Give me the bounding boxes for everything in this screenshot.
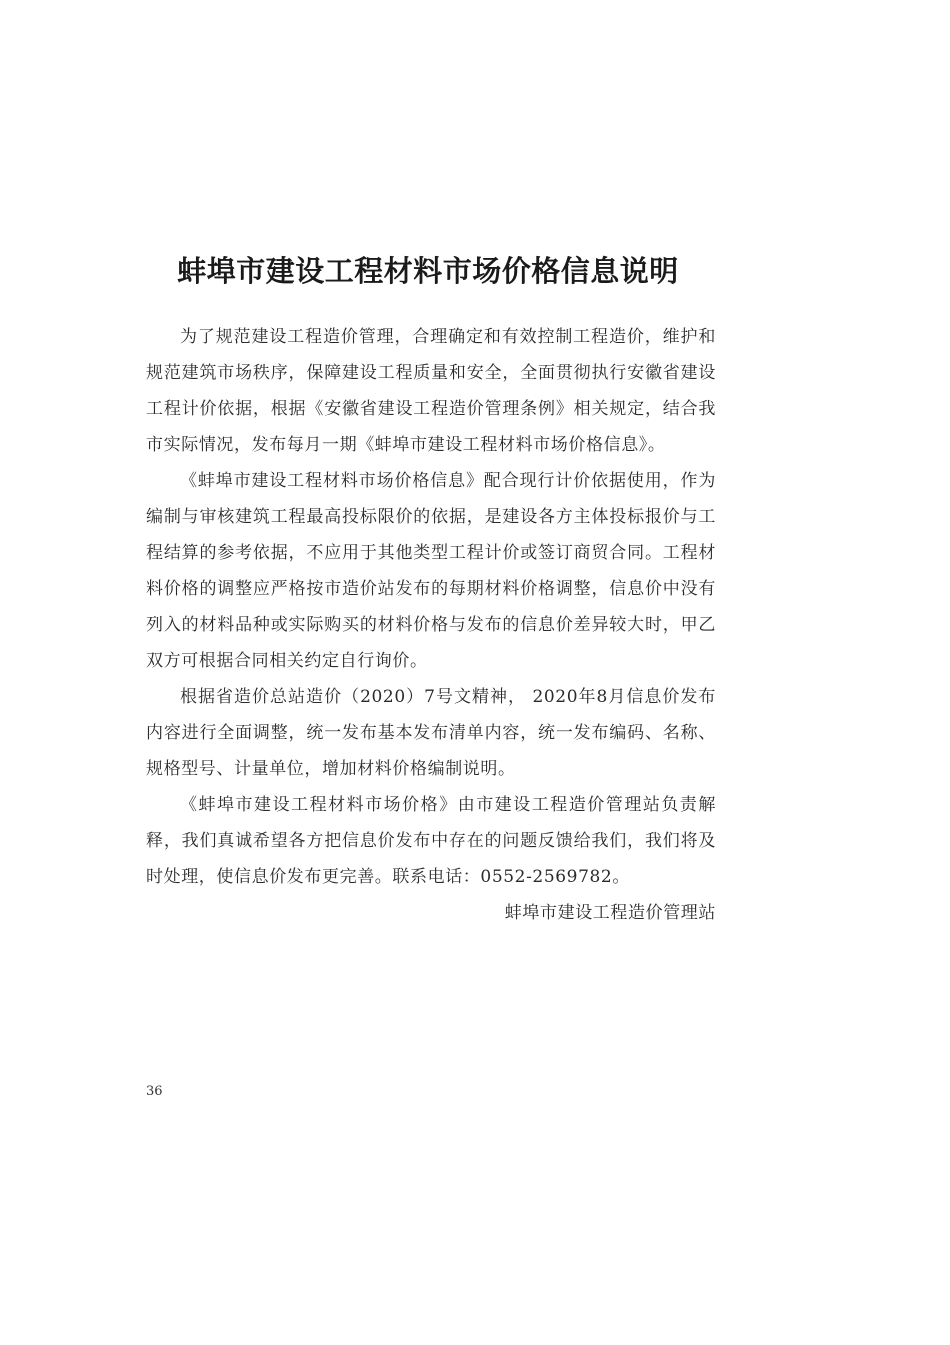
paragraph-2: 《蚌埠市建设工程材料市场价格信息》配合现行计价依据使用，作为编制与审核建筑工程最高投标限价的依据，是建设各方主体投标报价与工程结算的参考依据，不应用于其他类型工程计价或签订商贸合同。工程材料价格的调整应严格按市造价站发布的每期材料价格调整，信息价中没有列入的材料品种或实际购买的材料价格与发布的信息价差异较大时，甲乙双方可根据合同相关约定自行询价。 <box>146 471 716 671</box>
paragraph-1: 为了规范建设工程造价管理，合理确定和有效控制工程造价，维护和规范建筑市场秩序，保障建设工程质量和安全，全面贯彻执行安徽省建设工程计价依据，根据《安徽省建设工程造价管理条例》相关规定，结合我市实际情况，发布每月一期《蚌埠市建设工程材料市场价格信息》。 <box>146 327 716 455</box>
page-number: 36 <box>146 1084 163 1099</box>
paragraph-4: 《蚌埠市建设工程材料市场价格》由市建设工程造价管理站负责解释，我们真诚希望各方把信息价发布中存在的问题反馈给我们，我们将及时处理，使信息价发布更完善。联系电话：0552-2569782。 <box>146 795 716 887</box>
page-title: 蚌埠市建设工程材料市场价格信息说明 <box>177 254 679 288</box>
paragraph-3: 根据省造价总站造价（2020）7号文精神， 2020年8月信息价发布内容进行全面调整，统一发布基本发布清单内容，统一发布编码、名称、规格型号、计量单位，增加材料价格编制说明。 <box>146 687 716 779</box>
signature: 蚌埠市建设工程造价管理站 <box>504 903 716 923</box>
body-text <box>146 319 716 931</box>
